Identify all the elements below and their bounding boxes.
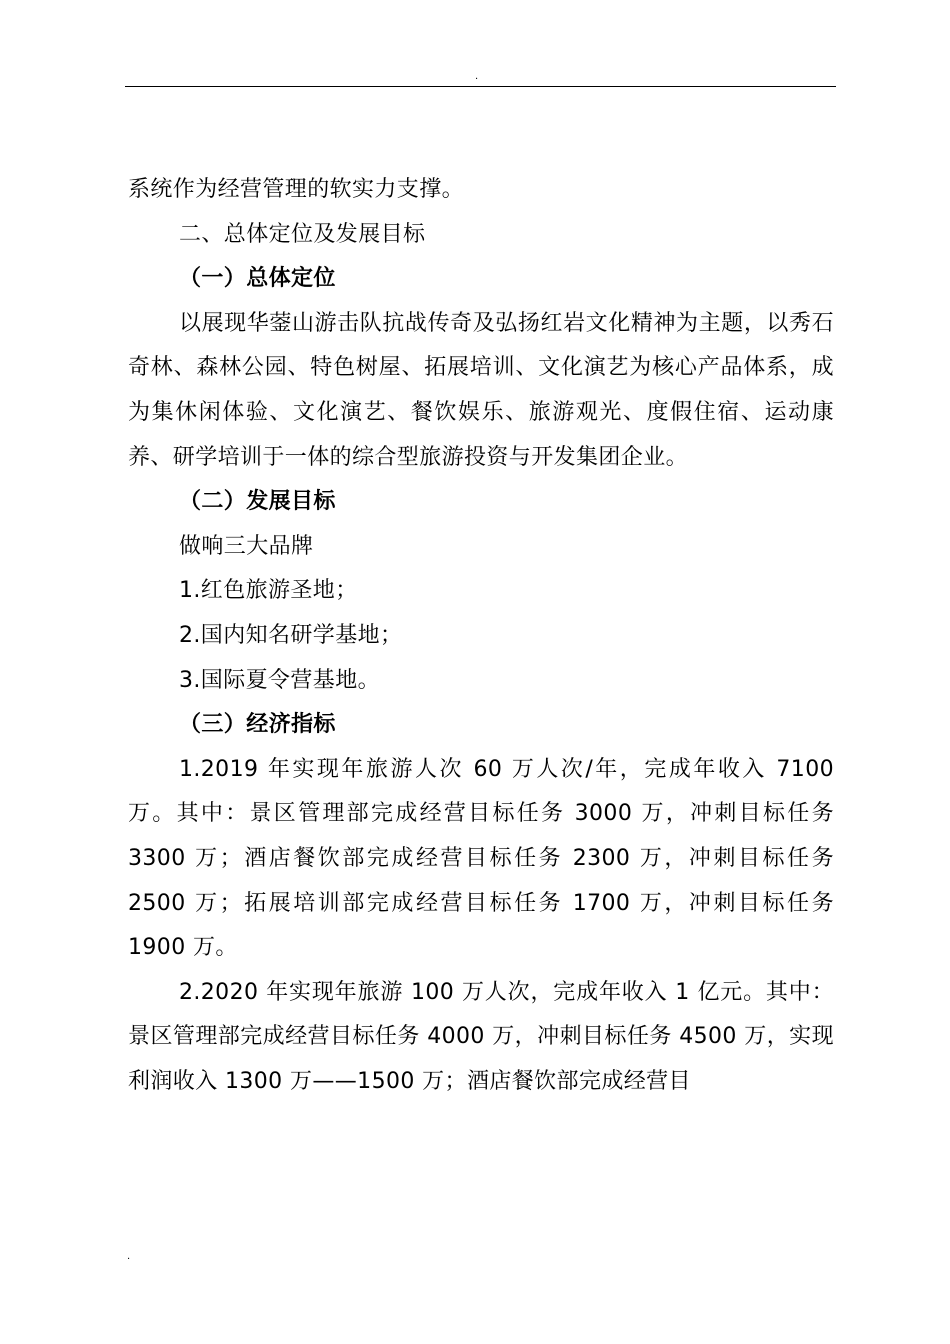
paragraph-economic-2019: 1.2019 年实现年旅游人次 60 万人次/年，完成年收入 7100 万。其中：景区管理部完成经营目标任务 3000 万，冲刺目标任务 3300 万；酒店餐饮部完成经营目标任务 2300 万，冲刺目标任务 2500 万；拓展培训部完成经营目标任务 1700 万，冲刺目标任务 1900 万。 [128,756,834,961]
paragraph-economic-2020: 2.2020 年实现年旅游 100 万人次，完成年收入 1 亿元。其中：景区管理部完成经营目标任务 4000 万，冲刺目标任务 4500 万，实现利润收入 1300 万——1500 万；酒店餐饮部完成经营目 [128,979,834,1094]
paragraph-positioning: 以展现华蓥山游击队抗战传奇及弘扬红岩文化精神为主题，以秀石奇林、森林公园、特色树屋、拓展培训、文化演艺为核心产品体系，成为集休闲体验、文化演艺、餐饮娱乐、旅游观光、度假住宿、运动康养、研学培训于一体的综合型旅游投资与开发集团企业。 [128,310,834,470]
section-heading-2: 二、总体定位及发展目标 [179,221,426,247]
document-body [128,168,834,1104]
footer-mark: . [127,1251,131,1262]
list-item-brand-1: 1.红色旅游圣地； [179,578,358,604]
subsection-heading-goals: （二）发展目标 [179,489,336,515]
list-item-brand-3: 3.国际夏令营基地。 [179,667,380,693]
header-rule [125,86,836,87]
header-mark: . [475,71,479,82]
list-item-brand-2: 2.国内知名研学基地； [179,622,403,648]
paragraph-continuation: 系统作为经营管理的软实力支撑。 [128,177,465,202]
subsection-heading-positioning: （一）总体定位 [179,266,336,292]
paragraph-brands-intro: 做响三大品牌 [179,533,314,559]
subsection-heading-economic: （三）经济指标 [179,712,336,738]
